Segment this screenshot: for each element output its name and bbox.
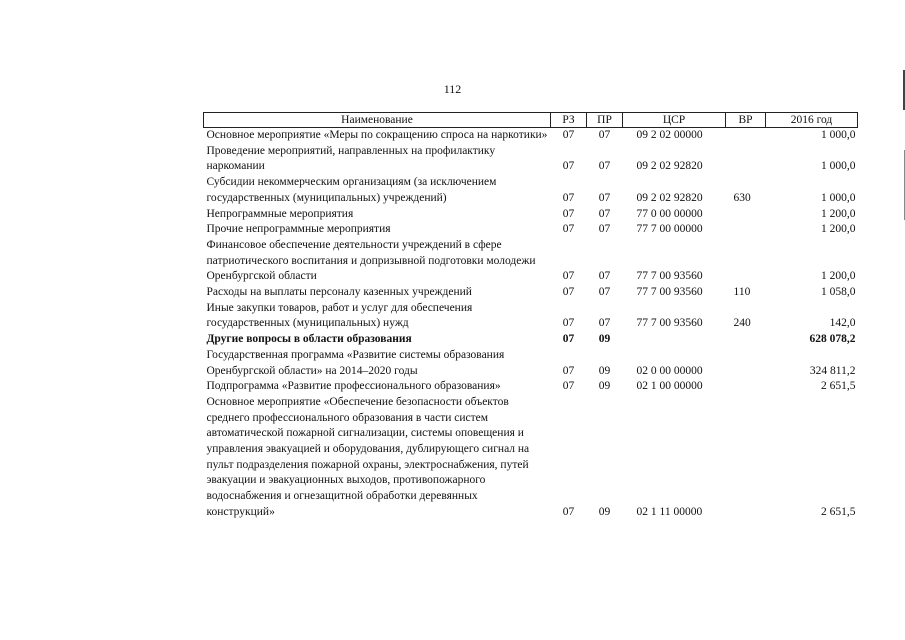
row-pr: 09 <box>598 505 611 518</box>
row-vr: 240 <box>733 317 751 330</box>
row-vr <box>726 144 766 175</box>
row-name: Прочие непрограммные мероприятия <box>206 223 391 236</box>
row-rz: 07 <box>562 333 575 346</box>
row-amount: 142,0 <box>829 317 856 330</box>
row-name: Расходы на выплаты персоналу казенных учреждений <box>206 286 472 299</box>
row-vr: 630 <box>733 191 751 204</box>
header-year: 2016 год <box>766 113 858 128</box>
row-rz: 07 <box>562 223 575 236</box>
row-vr <box>726 222 766 238</box>
table-row <box>204 301 858 332</box>
budget-table <box>203 112 858 521</box>
table-row <box>204 207 858 223</box>
row-rz: 07 <box>562 286 575 299</box>
row-amount: 1 200,0 <box>821 223 856 236</box>
page-number: 112 <box>443 82 462 96</box>
row-name: Иные закупки товаров, работ и услуг для обеспечения государственных (муниципальных) нужд <box>206 301 473 330</box>
row-rz: 07 <box>562 380 575 393</box>
row-csr: 77 7 00 93560 <box>636 270 703 283</box>
row-amount: 1 200,0 <box>821 207 856 220</box>
row-name: Подпрограмма «Развитие профессионального образования» <box>206 380 501 393</box>
row-rz: 07 <box>562 270 575 283</box>
row-name: Другие вопросы в области образования <box>206 333 412 346</box>
row-csr: 02 1 11 00000 <box>636 505 703 518</box>
row-rz: 07 <box>562 129 575 141</box>
row-pr: 07 <box>598 270 611 283</box>
row-amount: 1 200,0 <box>821 270 856 283</box>
table-row <box>204 348 858 379</box>
table-row <box>204 332 858 348</box>
row-pr: 07 <box>598 129 611 141</box>
row-csr: 02 1 00 00000 <box>636 380 703 393</box>
row-amount: 1 000,0 <box>821 191 856 204</box>
header-vr: ВР <box>726 113 766 128</box>
row-rz: 07 <box>562 317 575 330</box>
table-body <box>204 128 858 521</box>
row-vr: 110 <box>733 286 751 299</box>
row-name: Финансовое обеспечение деятельности учреждений в сфере патриотического воспитания и допризывной подготовки молодежи Оренбургской области <box>206 238 536 283</box>
row-csr: 77 7 00 00000 <box>636 223 703 236</box>
row-rz: 07 <box>562 207 575 220</box>
row-pr: 07 <box>598 191 611 204</box>
row-csr: 77 7 00 93560 <box>636 286 703 299</box>
row-name: Непрограммные мероприятия <box>206 207 354 220</box>
table-row <box>204 128 858 144</box>
row-pr: 09 <box>598 333 611 346</box>
row-vr <box>726 395 766 521</box>
row-vr <box>726 379 766 395</box>
row-vr <box>726 348 766 379</box>
row-csr <box>623 332 726 348</box>
table-row <box>204 395 858 521</box>
row-name: Проведение мероприятий, направленных на профилактику наркомании <box>206 144 496 173</box>
row-amount: 2 651,5 <box>821 380 856 393</box>
row-rz: 07 <box>562 364 575 377</box>
row-vr <box>726 128 766 144</box>
row-pr: 09 <box>598 380 611 393</box>
table-row <box>204 144 858 175</box>
row-amount: 1 000,0 <box>821 129 856 141</box>
header-csr: ЦСР <box>623 113 726 128</box>
row-name: Субсидии некоммерческим организациям (за исключением государственных (муниципальных) учреждений) <box>206 176 497 204</box>
row-amount: 628 078,2 <box>809 333 856 346</box>
row-pr: 07 <box>598 223 611 236</box>
row-vr <box>726 207 766 223</box>
row-pr: 07 <box>598 286 611 299</box>
table-row <box>204 379 858 395</box>
row-name: Основное мероприятие «Меры по сокращению спроса на наркотики» <box>206 129 548 141</box>
row-vr <box>726 238 766 285</box>
row-amount: 1 000,0 <box>821 160 856 173</box>
row-name: Основное мероприятие «Обеспечение безопасности объектов среднего профессионального образования в части систем автоматической пожарной сигнализации, системы оповещения и управления эвакуацией и оборудования, дублирующего сигнал на пульт подразделения пожарной охраны, электроснабжения, путей эвакуации и эвакуационных выходов, противопожарного водоснабжения и огнезащитной обработки деревянных конструкций» <box>206 395 530 518</box>
table-row <box>204 238 858 285</box>
row-pr: 07 <box>598 317 611 330</box>
row-rz: 07 <box>562 160 575 173</box>
row-csr: 09 2 02 92820 <box>636 160 703 173</box>
header-name: Наименование <box>204 113 551 128</box>
row-pr: 09 <box>598 364 611 377</box>
row-csr: 77 7 00 93560 <box>636 317 703 330</box>
table-header-row <box>204 113 858 128</box>
table-row <box>204 175 858 206</box>
header-pr: ПР <box>587 113 623 128</box>
row-amount: 324 811,2 <box>809 364 856 377</box>
row-csr: 02 0 00 00000 <box>636 364 703 377</box>
header-rz: РЗ <box>551 113 587 128</box>
row-csr: 09 2 02 00000 <box>636 129 703 141</box>
row-rz: 07 <box>562 191 575 204</box>
row-vr <box>726 332 766 348</box>
table-row <box>204 222 858 238</box>
row-name: Государственная программа «Развитие системы образования Оренбургской области» на 2014–2020 годы <box>206 348 505 377</box>
row-rz: 07 <box>562 505 575 518</box>
row-pr: 07 <box>598 207 611 220</box>
row-amount: 2 651,5 <box>821 505 856 518</box>
table-row <box>204 285 858 301</box>
row-csr: 09 2 02 92820 <box>636 191 703 204</box>
row-amount: 1 058,0 <box>821 286 856 299</box>
row-pr: 07 <box>598 160 611 173</box>
row-csr: 77 0 00 00000 <box>636 207 703 220</box>
